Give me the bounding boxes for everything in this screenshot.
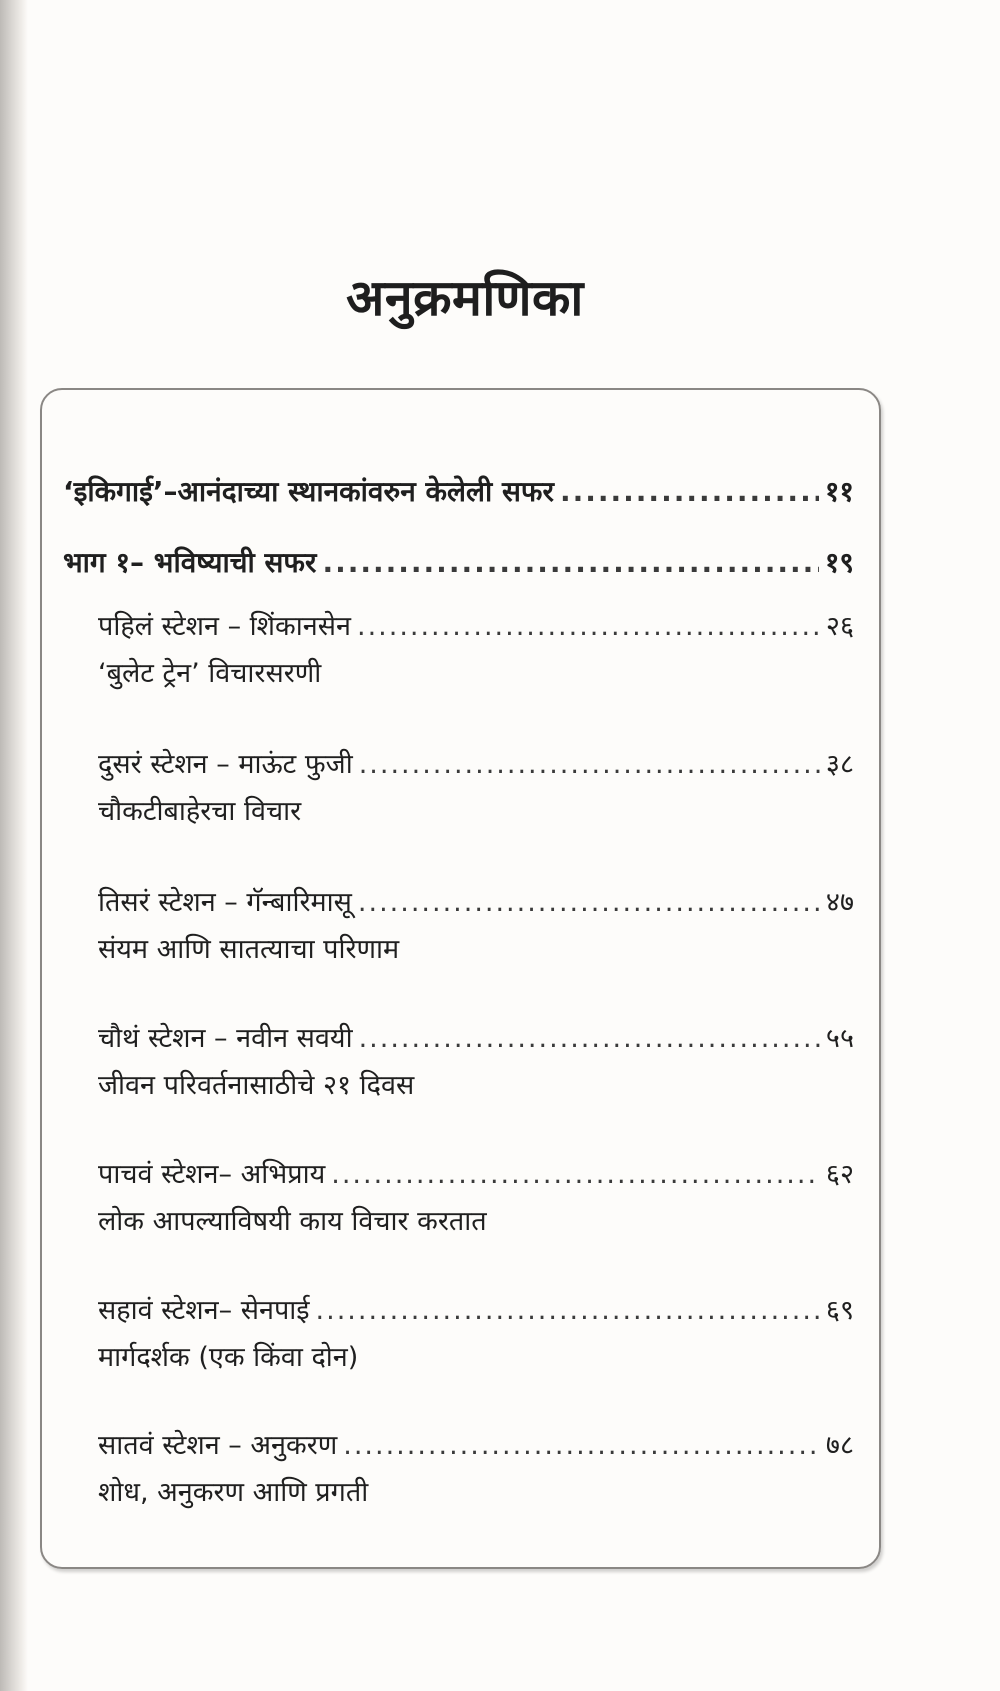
dot-leader bbox=[560, 475, 819, 508]
dot-leader bbox=[316, 1295, 820, 1326]
toc-entry-page-number: ७८ bbox=[825, 1430, 854, 1461]
dot-leader bbox=[331, 1159, 820, 1190]
dot-leader bbox=[322, 546, 818, 579]
toc-entry-title: सातवं स्टेशन – अनुकरण bbox=[98, 1430, 338, 1461]
dot-leader bbox=[358, 887, 820, 918]
toc-entry-station-4[interactable] bbox=[98, 1018, 854, 1055]
toc-entry-title: ‘इकिगाई’–आनंदाच्या स्थानकांवरुन केलेली सफर bbox=[63, 475, 554, 508]
dot-leader bbox=[359, 1023, 820, 1054]
toc-entry-title: सहावं स्टेशन– सेनपाई bbox=[98, 1295, 310, 1326]
toc-entry-intro[interactable] bbox=[63, 472, 854, 510]
toc-entry-station-5[interactable] bbox=[98, 1154, 854, 1191]
toc-entry-title: भाग १– भविष्याची सफर bbox=[63, 546, 317, 579]
toc-entry-subtitle: शोध, अनुकरण आणि प्रगती bbox=[98, 1477, 369, 1508]
toc-entry-station-3[interactable] bbox=[98, 882, 854, 919]
toc-entry-part-1[interactable] bbox=[63, 543, 854, 581]
toc-entry-page-number: ३८ bbox=[825, 749, 854, 780]
toc-entry-title: तिसरं स्टेशन – गॅन्बारिमासू bbox=[98, 887, 352, 918]
toc-entry-page-number: ५५ bbox=[825, 1023, 854, 1054]
toc-entry-page-number: ६९ bbox=[825, 1295, 854, 1326]
toc-entry-page-number: ६२ bbox=[825, 1159, 854, 1190]
toc-entry-station-6[interactable] bbox=[98, 1290, 854, 1327]
toc-entry-page-number: ४७ bbox=[825, 887, 854, 918]
toc-entry-title: दुसरं स्टेशन – माऊंट फुजी bbox=[98, 749, 353, 780]
dot-leader bbox=[359, 749, 820, 780]
toc-entry-station-1[interactable] bbox=[98, 606, 854, 643]
page-title: अनुक्रमणिका bbox=[346, 269, 584, 327]
dot-leader bbox=[357, 611, 820, 642]
dot-leader bbox=[343, 1430, 820, 1461]
toc-entry-subtitle: संयम आणि सातत्याचा परिणाम bbox=[98, 934, 400, 965]
toc-entry-title: चौथं स्टेशन – नवीन सवयी bbox=[98, 1023, 353, 1054]
toc-entry-subtitle: मार्गदर्शक (एक किंवा दोन) bbox=[98, 1342, 359, 1373]
toc-entry-subtitle: जीवन परिवर्तनासाठीचे २१ दिवस bbox=[98, 1070, 415, 1101]
toc-entry-page-number: २६ bbox=[825, 611, 854, 642]
toc-entry-station-2[interactable] bbox=[98, 744, 854, 781]
toc-entry-title: पहिलं स्टेशन – शिंकानसेन bbox=[98, 611, 351, 642]
book-spine-shadow bbox=[0, 0, 28, 1691]
toc-entry-subtitle: चौकटीबाहेरचा विचार bbox=[98, 796, 302, 827]
toc-entry-station-7[interactable] bbox=[98, 1425, 854, 1462]
toc-entry-subtitle: लोक आपल्याविषयी काय विचार करतात bbox=[98, 1206, 487, 1237]
toc-entry-subtitle: ‘बुलेट ट्रेन’ विचारसरणी bbox=[98, 658, 322, 689]
toc-entry-page-number: १९ bbox=[824, 546, 854, 579]
toc-entry-page-number: ११ bbox=[824, 475, 854, 508]
toc-entry-title: पाचवं स्टेशन– अभिप्राय bbox=[98, 1159, 326, 1190]
